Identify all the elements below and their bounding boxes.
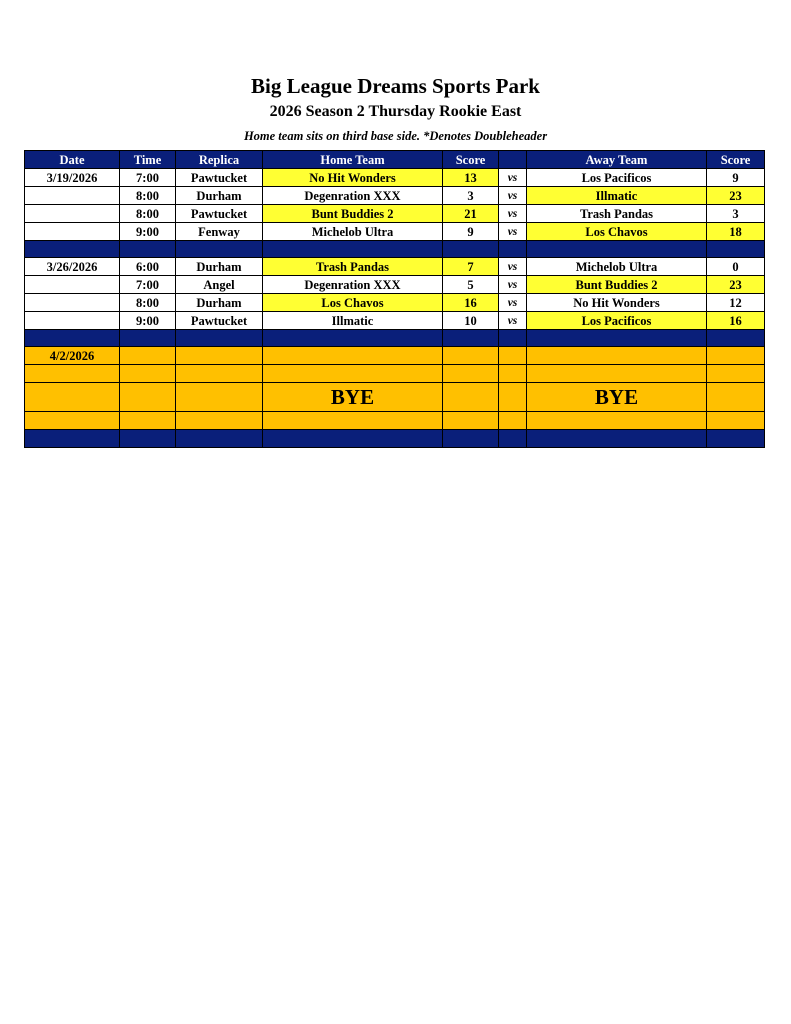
home-score: 3 <box>443 187 499 205</box>
page-note: Home team sits on third base side. *Denotes Doubleheader <box>243 129 548 143</box>
away-score: 12 <box>707 294 765 312</box>
game-date: 3/19/2026 <box>25 169 120 187</box>
vs-label: vs <box>499 312 527 330</box>
away-score: 18 <box>707 223 765 241</box>
schedule-table <box>24 150 765 448</box>
away-team: Trash Pandas <box>527 205 707 223</box>
home-score: 10 <box>443 312 499 330</box>
game-date <box>25 276 120 294</box>
home-score: 21 <box>443 205 499 223</box>
game-date <box>25 223 120 241</box>
col-time: Time <box>120 151 176 169</box>
away-team: Michelob Ultra <box>527 258 707 276</box>
game-date <box>25 294 120 312</box>
home-bye: BYE <box>263 383 443 412</box>
away-score: 0 <box>707 258 765 276</box>
vs-label: vs <box>499 169 527 187</box>
home-team: Los Chavos <box>263 294 443 312</box>
home-score: 16 <box>443 294 499 312</box>
game-date: 3/26/2026 <box>25 258 120 276</box>
home-score: 13 <box>443 169 499 187</box>
away-team: Bunt Buddies 2 <box>527 276 707 294</box>
game-time: 9:00 <box>120 223 176 241</box>
week-separator <box>25 330 765 347</box>
game-replica: Angel <box>176 276 263 294</box>
away-score: 3 <box>707 205 765 223</box>
game-replica: Fenway <box>176 223 263 241</box>
week2-game-row <box>25 276 765 294</box>
game-time: 7:00 <box>120 169 176 187</box>
game-time: 8:00 <box>120 294 176 312</box>
week-separator <box>25 241 765 258</box>
away-team: Los Pacificos <box>527 169 707 187</box>
page-title: Big League Dreams Sports Park <box>251 74 540 98</box>
week1-game-row <box>25 205 765 223</box>
game-time: 9:00 <box>120 312 176 330</box>
game-date <box>25 312 120 330</box>
away-score: 16 <box>707 312 765 330</box>
week1-game-row <box>25 169 765 187</box>
week1-game-row <box>25 187 765 205</box>
away-bye: BYE <box>527 383 707 412</box>
vs-label: vs <box>499 187 527 205</box>
home-team: Degenration XXX <box>263 187 443 205</box>
col-replica: Replica <box>176 151 263 169</box>
game-date <box>25 187 120 205</box>
away-score: 9 <box>707 169 765 187</box>
week2-game-row <box>25 294 765 312</box>
game-date <box>25 205 120 223</box>
away-team: No Hit Wonders <box>527 294 707 312</box>
col-home-score: Score <box>443 151 499 169</box>
home-score: 9 <box>443 223 499 241</box>
home-team: Bunt Buddies 2 <box>263 205 443 223</box>
home-team: Michelob Ultra <box>263 223 443 241</box>
home-team: No Hit Wonders <box>263 169 443 187</box>
header-row <box>25 151 765 169</box>
col-home-team: Home Team <box>263 151 443 169</box>
page-subtitle: 2026 Season 2 Thursday Rookie East <box>269 103 522 120</box>
away-score: 23 <box>707 276 765 294</box>
vs-label: vs <box>499 276 527 294</box>
vs-label: vs <box>499 205 527 223</box>
col-date: Date <box>25 151 120 169</box>
bye-row <box>25 365 765 383</box>
game-time: 7:00 <box>120 276 176 294</box>
away-team: Illmatic <box>527 187 707 205</box>
home-score: 7 <box>443 258 499 276</box>
bye-row <box>25 383 765 412</box>
game-replica: Pawtucket <box>176 205 263 223</box>
week2-game-row <box>25 312 765 330</box>
home-team: Trash Pandas <box>263 258 443 276</box>
game-replica: Durham <box>176 294 263 312</box>
col-vs <box>499 151 527 169</box>
home-score: 5 <box>443 276 499 294</box>
game-time: 8:00 <box>120 187 176 205</box>
home-team: Degenration XXX <box>263 276 443 294</box>
away-team: Los Pacificos <box>527 312 707 330</box>
game-time: 6:00 <box>120 258 176 276</box>
col-away-team: Away Team <box>527 151 707 169</box>
bye-row <box>25 347 765 365</box>
game-replica: Pawtucket <box>176 312 263 330</box>
game-replica: Durham <box>176 187 263 205</box>
home-team: Illmatic <box>263 312 443 330</box>
bye-date: 4/2/2026 <box>25 347 120 365</box>
vs-label: vs <box>499 294 527 312</box>
game-time: 8:00 <box>120 205 176 223</box>
away-team: Los Chavos <box>527 223 707 241</box>
away-score: 23 <box>707 187 765 205</box>
week2-game-row <box>25 258 765 276</box>
game-replica: Pawtucket <box>176 169 263 187</box>
game-replica: Durham <box>176 258 263 276</box>
bye-row <box>25 412 765 430</box>
vs-label: vs <box>499 223 527 241</box>
week1-game-row <box>25 223 765 241</box>
col-away-score: Score <box>707 151 765 169</box>
vs-label: vs <box>499 258 527 276</box>
table-footer-band <box>25 430 765 448</box>
